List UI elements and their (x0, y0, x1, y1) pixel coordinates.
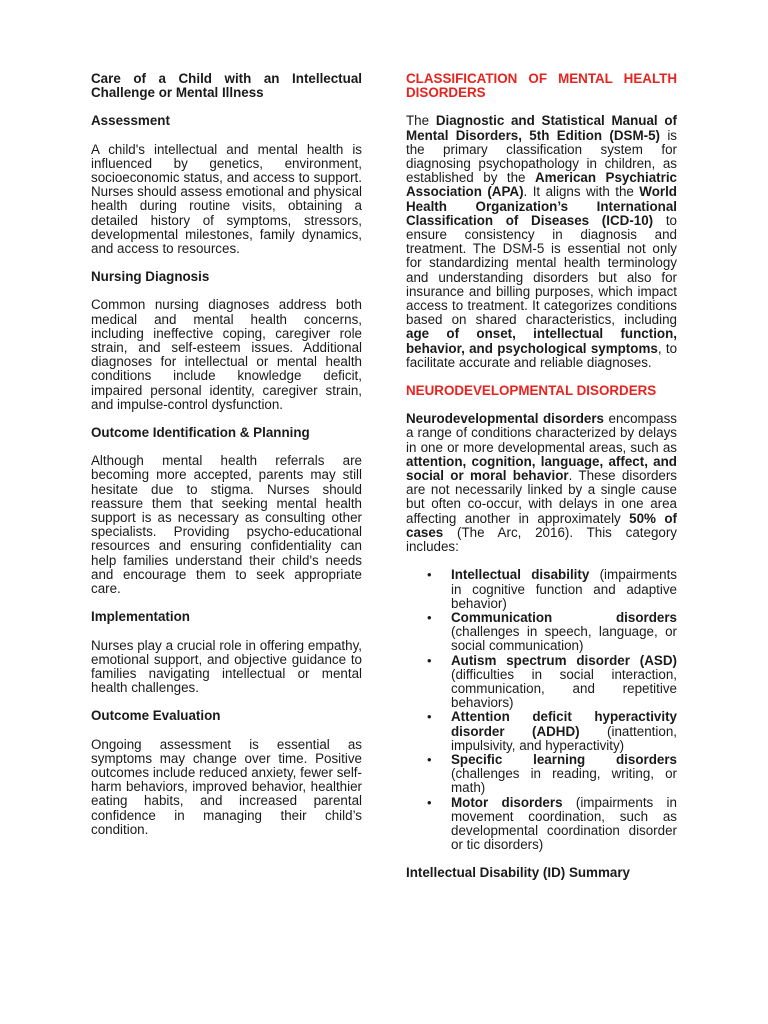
dsm5-term: Diagnostic and Statistical Manual of Mental Disorders, 5th Edition (DSM-5) (406, 113, 678, 143)
id-summary-heading: Intellectual Disability (ID) Summary (406, 865, 630, 881)
item-text: (challenges in speech, language, or social communication) (451, 624, 677, 654)
bullet-icon: • (427, 567, 432, 583)
icd10-term: World Health Organization’s International Classification of Diseases (ICD-10) (406, 184, 677, 228)
bullet-icon: • (427, 794, 432, 810)
outcome-planning-heading: Outcome Identification & Planning (91, 425, 310, 441)
text-run: encompass a range of conditions characterized by delays in one or more developmental areas, such as (406, 411, 677, 455)
item-term: Autism spectrum disorder (ASD) (451, 652, 677, 668)
areas-term: attention, cognition, language, affect, and social or moral behavior (406, 453, 677, 484)
bullet-icon: • (427, 609, 432, 625)
list-item (427, 567, 677, 611)
bullet-icon: • (427, 709, 432, 725)
outcome-evaluation-body: Ongoing assessment is essential as symptoms may change over time. Positive outcomes include reduced anxiety, fewer self-harm behaviors, improved behavior, healthier eating habits, and increased parental confidence in managing their child’s condition. (91, 736, 362, 837)
text-run: The (406, 113, 436, 129)
outcome-evaluation-heading: Outcome Evaluation (91, 708, 221, 724)
classification-heading: CLASSIFICATION OF MENTAL HEALTH DISORDERS (406, 71, 677, 101)
assessment-heading: Assessment (91, 113, 170, 129)
item-text: (challenges in reading, writing, or math) (451, 766, 677, 796)
neuro-term: Neurodevelopmental disorders (406, 411, 604, 427)
implementation-body: Nurses play a crucial role in offering empathy, emotional support, and objective guidance to families navigating intellectual or mental health challenges. (91, 637, 362, 696)
neurodevelopmental-heading: NEURODEVELOPMENTAL DISORDERS (406, 383, 657, 399)
text-run: to ensure consistency in diagnosis and treatment. The DSM-5 is essential not only for standardizing mental health terminology and understanding disorders but also for insurance and billing purposes, which impact access to treatment. It categorizes conditions based on shared characteristics, including (406, 212, 678, 328)
disorder-list (406, 568, 677, 852)
text-run: . It aligns with the (523, 184, 640, 200)
right-column (406, 72, 677, 881)
implementation-heading: Implementation (91, 609, 190, 625)
nursing-diagnosis-heading: Nursing Diagnosis (91, 269, 210, 285)
text-run: , to facilitate accurate and reliable diagnoses. (406, 340, 678, 370)
item-text: (impairments in movement coordination, such as developmental coordination disorder or tic disorders) (451, 794, 677, 853)
bullet-icon: • (427, 652, 432, 668)
left-column (91, 72, 362, 837)
nursing-diagnosis-body: Common nursing diagnoses address both medical and mental health concerns, including ineffective coping, caregiver role strain, and self-esteem issues. Additional diagnoses for intellectual or mental health conditions include knowledge deficit, impaired personal identity, caregiver strain, and impulse-control dysfunction. (91, 297, 362, 412)
bullet-icon: • (427, 751, 432, 767)
classification-body (406, 114, 677, 370)
characteristics-term: age of onset, intellectual function, behavior, and psychological symptoms (406, 326, 677, 356)
list-item (427, 751, 677, 796)
item-text: (impairments in cognitive function and adaptive behavior) (451, 567, 677, 611)
percent-term: 50% of cases (406, 510, 677, 540)
apa-term: American Psychiatric Association (APA) (406, 170, 677, 200)
item-term: Motor disorders (451, 794, 563, 810)
item-term: Communication disorders (451, 609, 677, 625)
page-title: Care of a Child with an Intellectual Challenge or Mental Illness (91, 71, 362, 101)
list-item (427, 794, 677, 853)
list-item (427, 709, 677, 753)
item-term: Attention deficit hyperactivity disorder (ADHD) (451, 709, 677, 739)
item-term: Intellectual disability (451, 567, 590, 583)
neurodevelopmental-body (406, 412, 677, 554)
item-text: (difficulties in social interaction, communication, and repetitive behaviors) (451, 666, 677, 711)
item-term: Specific learning disorders (451, 751, 677, 767)
text-run: is the primary classification system for diagnosing psychopathology in children, as established by the (406, 127, 677, 186)
assessment-body: A child's intellectual and mental health is influenced by genetics, environment, socioeconomic status, and access to support. Nurses should assess emotional and physical health during routine visits, obtaining a detailed history of symptoms, stressors, developmental milestones, family dynamics, and access to resources. (91, 141, 362, 257)
outcome-planning-body: Although mental health referrals are becoming more accepted, parents may still hesitate due to stigma. Nurses should reassure them that seeking mental health support is as necessary as consulting other specialists. Providing psycho-educational resources and ensuring confidentiality can help families understand their child's needs and encourage them to seek appropriate care. (91, 453, 362, 597)
list-item (427, 652, 677, 711)
list-item (427, 609, 677, 654)
text-run: . These disorders are not necessarily linked by a single cause but often co-occur, with delays in one area affecting another in approximately (406, 468, 677, 526)
text-run: (The Arc, 2016). This category includes: (406, 524, 677, 555)
item-text: (inattention, impulsivity, and hyperactivity) (451, 723, 677, 753)
